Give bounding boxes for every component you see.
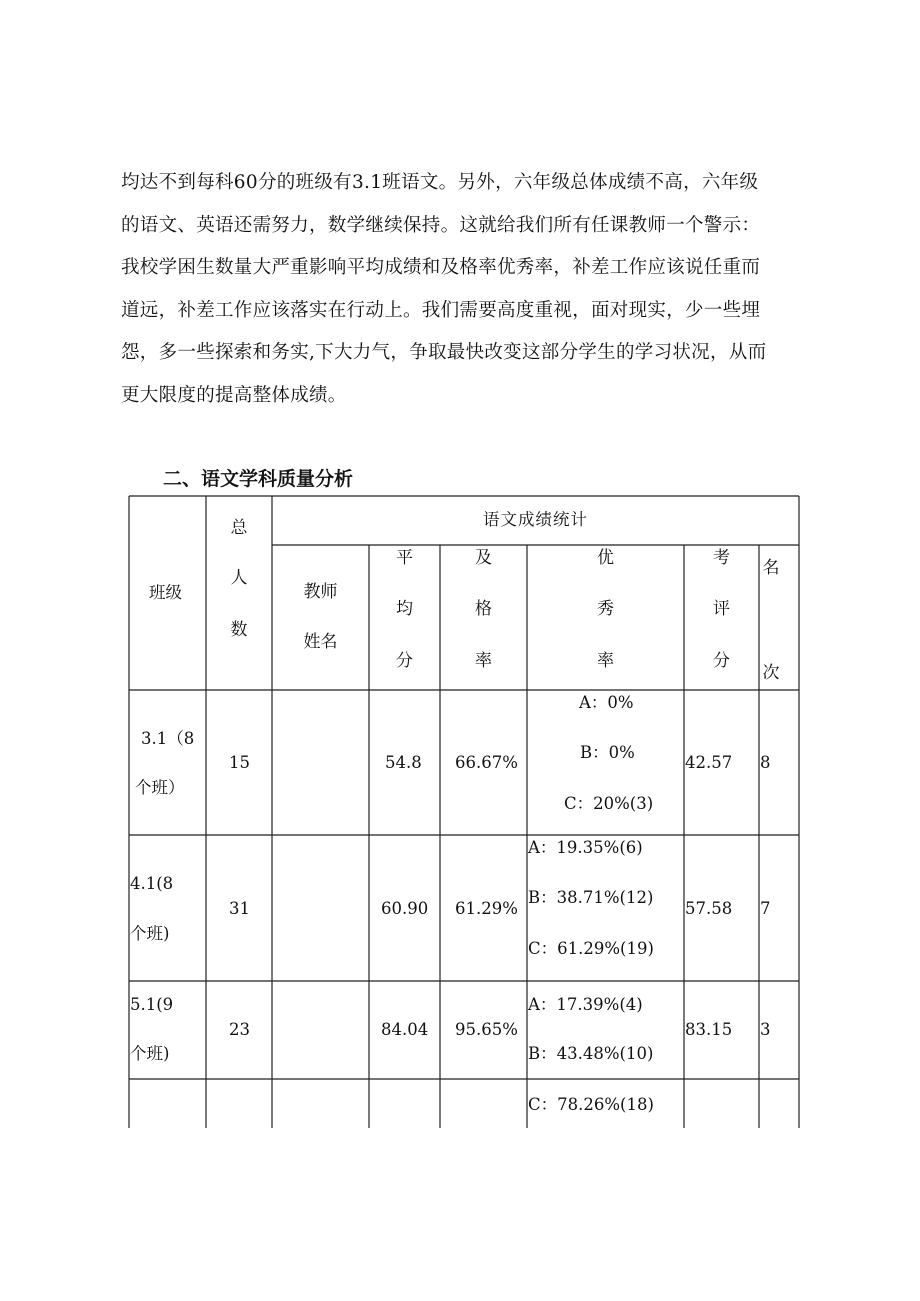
header-teacher-line: 教师: [303, 582, 338, 602]
header-total: [206, 518, 272, 648]
header-score-char: 考: [713, 548, 730, 568]
cell-avg: 84.04: [381, 1020, 429, 1039]
header-rank-char: 名: [762, 558, 780, 578]
cell-excellent-a: A：17.39%(4): [528, 995, 643, 1014]
cell-class-line1: 4.1(8: [130, 874, 174, 893]
header-total-char: 数: [230, 620, 248, 640]
header-rank-char: 次: [762, 663, 780, 683]
cell-pass: 66.67%: [455, 753, 518, 772]
header-excellent: [527, 548, 684, 678]
cell-avg: 54.8: [385, 753, 422, 772]
cell-score: 83.15: [685, 1020, 733, 1039]
header-teacher-line: 姓名: [303, 632, 338, 652]
paragraph-line: 怨，多一些探索和务实,下大力气，争取最快改变这部分学生的学习状况，从而: [121, 342, 767, 364]
cell-excellent-a: A：0%: [579, 693, 634, 712]
cell-class-line1: 3.1（8: [141, 729, 195, 748]
header-score-char: 分: [713, 651, 730, 671]
cell-rank: 3: [760, 1020, 771, 1039]
header-teacher: [272, 582, 369, 652]
paragraph-line: 的语文、英语还需努力，数学继续保持。这就给我们所有任课教师一个警示：: [121, 214, 761, 236]
header-excellent-char: 秀: [597, 599, 614, 619]
cell-class-line1: 5.1(9: [130, 995, 174, 1014]
cell-class-line2: 个班): [130, 1044, 170, 1063]
cell-excellent-b: B：43.48%(10): [528, 1044, 654, 1063]
cell-class-line2: 个班): [130, 924, 170, 943]
header-total-char: 总: [230, 518, 248, 538]
cell-total: 15: [229, 753, 250, 772]
section-heading: 二、语文学科质量分析: [163, 468, 354, 490]
cell-class-line2: 个班）: [135, 778, 185, 797]
cell-avg: 60.90: [381, 899, 429, 918]
cell-excellent-b: B：0%: [580, 743, 635, 762]
cell-total: 23: [229, 1020, 250, 1039]
header-avg-char: 均: [396, 599, 413, 619]
header-avg-char: 平: [396, 548, 413, 568]
cell-total: 31: [229, 899, 250, 918]
header-pass-char: 格: [475, 599, 492, 619]
header-pass-char: 率: [475, 651, 492, 671]
cell-excellent-b: B：38.71%(12): [528, 888, 654, 907]
header-excellent-char: 率: [597, 651, 614, 671]
cell-pass: 61.29%: [455, 899, 518, 918]
paragraph-line: 我校学困生数量大严重影响平均成绩和及格率优秀率，补差工作应该说任重而: [121, 257, 761, 279]
header-pass: [440, 548, 527, 678]
header-group: 语文成绩统计: [483, 510, 588, 529]
cell-score: 42.57: [685, 753, 733, 772]
cell-excellent-c: C：61.29%(19): [528, 939, 654, 958]
paragraph-line: 更大限度的提高整体成绩。: [121, 384, 347, 406]
header-avg: [369, 548, 440, 678]
paragraph-line: 均达不到每科60分的班级有3.1班语文。另外，六年级总体成绩不高，六年级: [121, 172, 759, 193]
paragraph-line: 道远，补差工作应该落实在行动上。我们需要高度重视，面对现实，少一些埋: [121, 299, 761, 321]
header-pass-char: 及: [475, 548, 492, 568]
header-rank: [759, 558, 783, 688]
cell-rank: 8: [760, 753, 771, 772]
cell-excellent-c: C：78.26%(18): [528, 1095, 654, 1114]
header-avg-char: 分: [396, 651, 413, 671]
header-excellent-char: 优: [597, 548, 614, 568]
cell-rank: 7: [760, 899, 771, 918]
cell-excellent-c: C：20%(3): [564, 794, 654, 813]
header-score-char: 评: [713, 599, 730, 619]
header-total-char: 人: [230, 568, 248, 588]
header-class: 班级: [149, 583, 182, 602]
header-score: [684, 548, 759, 678]
cell-score: 57.58: [685, 899, 733, 918]
cell-excellent-a: A：19.35%(6): [528, 838, 643, 857]
cell-pass: 95.65%: [455, 1020, 518, 1039]
